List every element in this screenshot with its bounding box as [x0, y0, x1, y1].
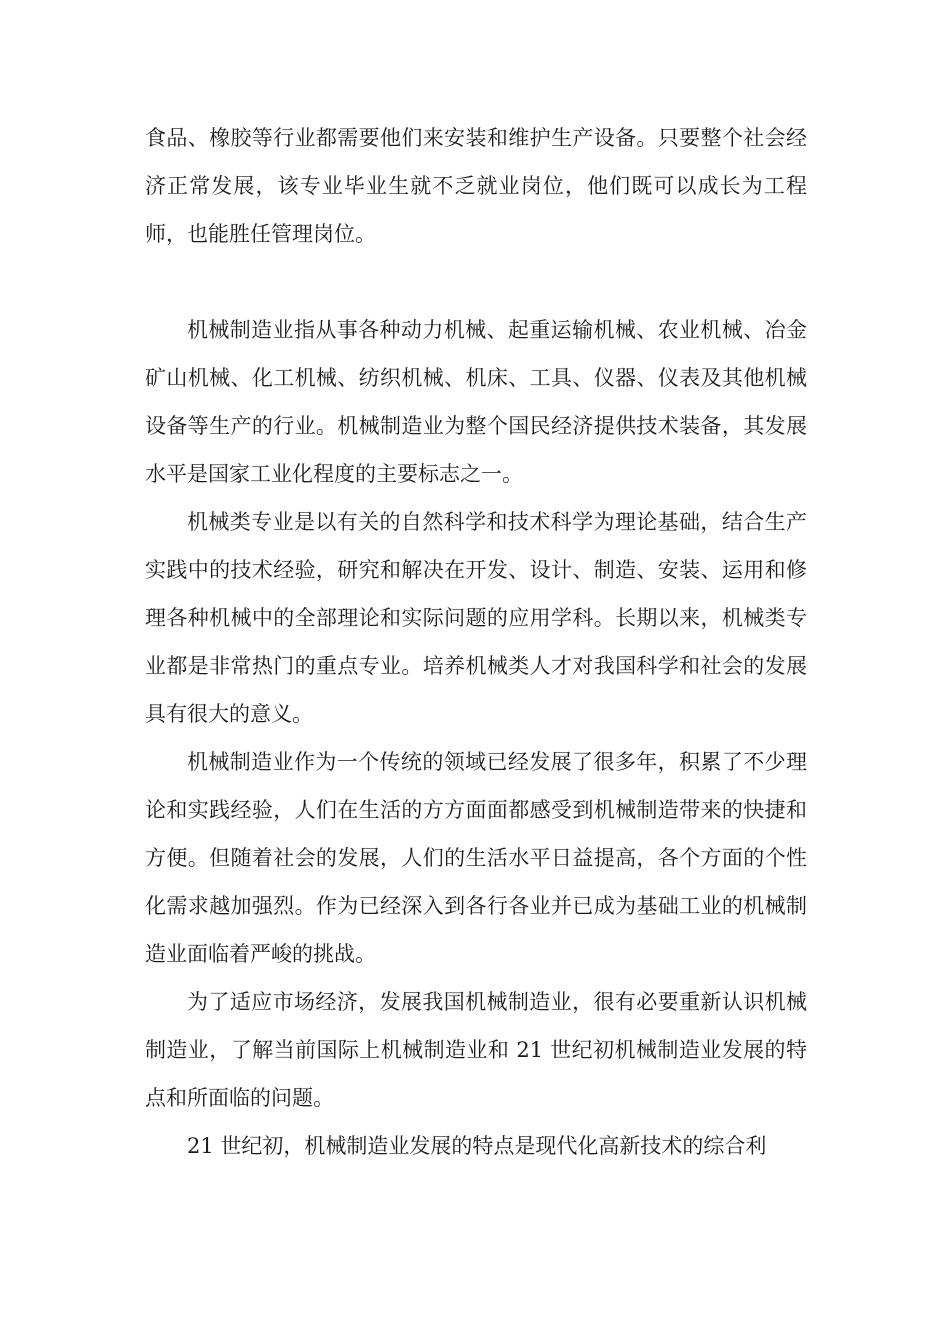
paragraph-21st-century: 21 世纪初，机械制造业发展的特点是现代化高新技术的综合利	[187, 1134, 767, 1158]
paragraph-gap	[145, 258, 807, 306]
paragraph-machinery-major: 机械类专业是以有关的自然科学和技术科学为理论基础，结合生产实践中的技术经验，研究和解决在开发、设计、制造、安装、运用和修理各种机械中的全部理论和实际问题的应用学科。长期以来，机械类专业都是非常热门的重点专业。培养机械类人才对我国科学和社会的发展具有很大的意义。	[145, 510, 807, 726]
paragraph-market-adaptation: 为了适应市场经济，发展我国机械制造业，很有必要重新认识机械制造业，了解当前国际上机械制造业和 21 世纪初机械制造业发展的特点和所面临的问题。	[145, 990, 807, 1110]
paragraph-continued: 食品、橡胶等行业都需要他们来安装和维护生产设备。只要整个社会经济正常发展，该专业毕业生就不乏就业岗位，他们既可以成长为工程师，也能胜任管理岗位。	[145, 126, 807, 246]
paragraph-industry-challenges: 机械制造业作为一个传统的领域已经发展了很多年，积累了不少理论和实践经验，人们在生活的方方面面都感受到机械制造带来的快捷和方便。但随着社会的发展，人们的生活水平日益提高，各个方面的个性化需求越加强烈。作为已经深入到各行各业并已成为基础工业的机械制造业面临着严峻的挑战。	[145, 750, 807, 966]
paragraph-machinery-industry-definition: 机械制造业指从事各种动力机械、起重运输机械、农业机械、冶金矿山机械、化工机械、纺织机械、机床、工具、仪器、仪表及其他机械设备等生产的行业。机械制造业为整个国民经济提供技术装备，其发展水平是国家工业化程度的主要标志之一。	[145, 318, 807, 486]
document-body	[145, 114, 807, 1170]
